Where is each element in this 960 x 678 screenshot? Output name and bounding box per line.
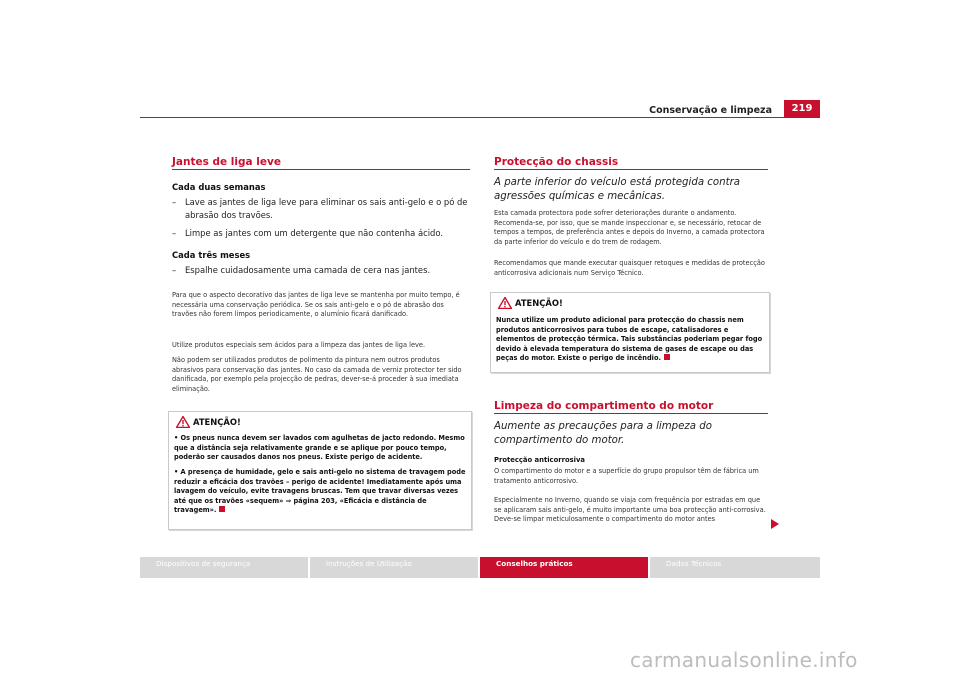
warning-bullet: • [174, 434, 179, 442]
warning-box [168, 411, 472, 530]
warning-header [169, 412, 471, 430]
paragraph: O compartimento do motor e a superfície do grupo propulsor têm de fábrica um tratamento anticorrosivo. [494, 467, 759, 485]
section-intro: A parte inferior do veículo está protegida contra agressões químicas e mecânicas. [494, 177, 741, 202]
end-square-icon [219, 506, 225, 512]
section-rule [172, 169, 470, 170]
paragraph: Recomendamos que mande executar quaisquer retoques e medidas de protecção anticorrosiva adicionais num Serviço Técnico. [494, 259, 765, 277]
subheading-anticorrosion: Protecção anticorrosiva [494, 456, 586, 464]
page-number: 219 [784, 100, 820, 118]
paragraph: Não podem ser utilizados produtos de polimento da pintura nem outros produtos abrasivos para conservação das jantes. No caso da camada de verniz protector ter sido danificada, por exemplo pela projecção de pedras, dever-se-á proceder à sua imediata eliminação. [172, 356, 462, 393]
warning-label: ATENÇÃO! [515, 298, 563, 308]
continue-arrow-icon [771, 519, 779, 529]
paragraph: Para que o aspecto decorativo das jantes de liga leve se mantenha por muito tempo, é necessária uma conservação periódica. Se os sais anti-gelo e o pó de abrasão dos travões não forem limpos periodicamente, o alumínio ficará danificado. [172, 291, 460, 319]
section-title-engine-cleaning: Limpeza do compartimento do motor [494, 400, 714, 412]
section-rule [494, 413, 768, 414]
footer-tab-safety[interactable]: Dispositivos de segurança [140, 557, 308, 578]
watermark: carmanualsonline.info [630, 648, 858, 672]
end-square-icon [664, 354, 670, 360]
warning-label: ATENÇÃO! [193, 417, 241, 427]
header-rule [140, 117, 820, 118]
warning-box [490, 292, 770, 373]
running-header-title: Conservação e limpeza [649, 105, 772, 116]
paragraph: Utilize produtos especiais sem ácidos para a limpeza das jantes de liga leve. [172, 341, 426, 349]
section-intro: Aumente as precauções para a limpeza do compartimento do motor. [494, 421, 712, 446]
warning-bullet: • [174, 468, 179, 476]
subheading-every-two-weeks: Cada duas semanas [172, 182, 266, 192]
section-title-alloy-wheels: Jantes de liga leve [172, 156, 281, 168]
bullet-item: – Lave as jantes de liga leve para eliminar os sais anti-gelo e o pó de abrasão dos travões. [172, 197, 468, 220]
section-title-chassis-protection: Protecção do chassis [494, 156, 619, 168]
footer-tab-technical-data[interactable]: Dados Técnicos [650, 557, 820, 578]
paragraph: Especialmente no Inverno, quando se viaja com frequência por estradas em que se aplicaram sais anti-gelo, é muito importante uma boa protecção anti-corrosiva. Deve-se limpar meticulosamente o compartimento do motor antes [494, 496, 766, 524]
warning-triangle-icon [498, 297, 512, 309]
warning-triangle-icon [176, 416, 190, 428]
paragraph: Esta camada protectora pode sofrer deteriorações durante o andamento. Recomenda-se, por isso, que se mande inspeccionar e, se necessário, retocar de tempos a tempos, de preferência antes e depois do Inverno, a camada protectora da parte inferior do veículo e do trem de rodagem. [494, 209, 765, 246]
bullet-item: – Limpe as jantes com um detergente que não contenha ácido. [172, 228, 443, 238]
warning-item: • A presença de humidade, gelo e sais anti-gelo no sistema de travagem pode reduzir a eficácia dos travões – perigo de acidente! Imediatamente após uma lavagem do veículo, evite travagens bruscas. Tem que travar diversas vezes até que os travões «sequem» ⇒ página 203, «Eficácia e distância de travagem». [174, 468, 466, 514]
warning-header [491, 293, 769, 311]
bullet-dash: – [172, 228, 177, 238]
subheading-every-three-months: Cada três meses [172, 250, 251, 260]
bullet-item: – Espalhe cuidadosamente uma camada de cera nas jantes. [172, 265, 431, 275]
footer-tab-practical-tips[interactable]: Conselhos práticos [480, 557, 648, 578]
warning-item: • Os pneus nunca devem ser lavados com agulhetas de jacto redondo. Mesmo que a distância seja relativamente grande e se aplique por pouco tempo, poderão ser causados danos nos pneus. Existe perigo de acidente. [174, 434, 465, 461]
footer-tab-operating-instructions[interactable]: Instruções de Utilização [310, 557, 478, 578]
warning-item: Nunca utilize um produto adicional para protecção do chassis nem produtos anticorrosivos para tubos de escape, catalisadores e elementos de protecção térmica. Tais substâncias poderiam pegar fogo devido à elevada temperatura do sistema de gases de escape ou das peças do motor. Existe o perigo de incêndio. [496, 316, 763, 362]
section-rule [494, 169, 768, 170]
bullet-dash: – [172, 197, 177, 207]
bullet-dash: – [172, 265, 177, 275]
